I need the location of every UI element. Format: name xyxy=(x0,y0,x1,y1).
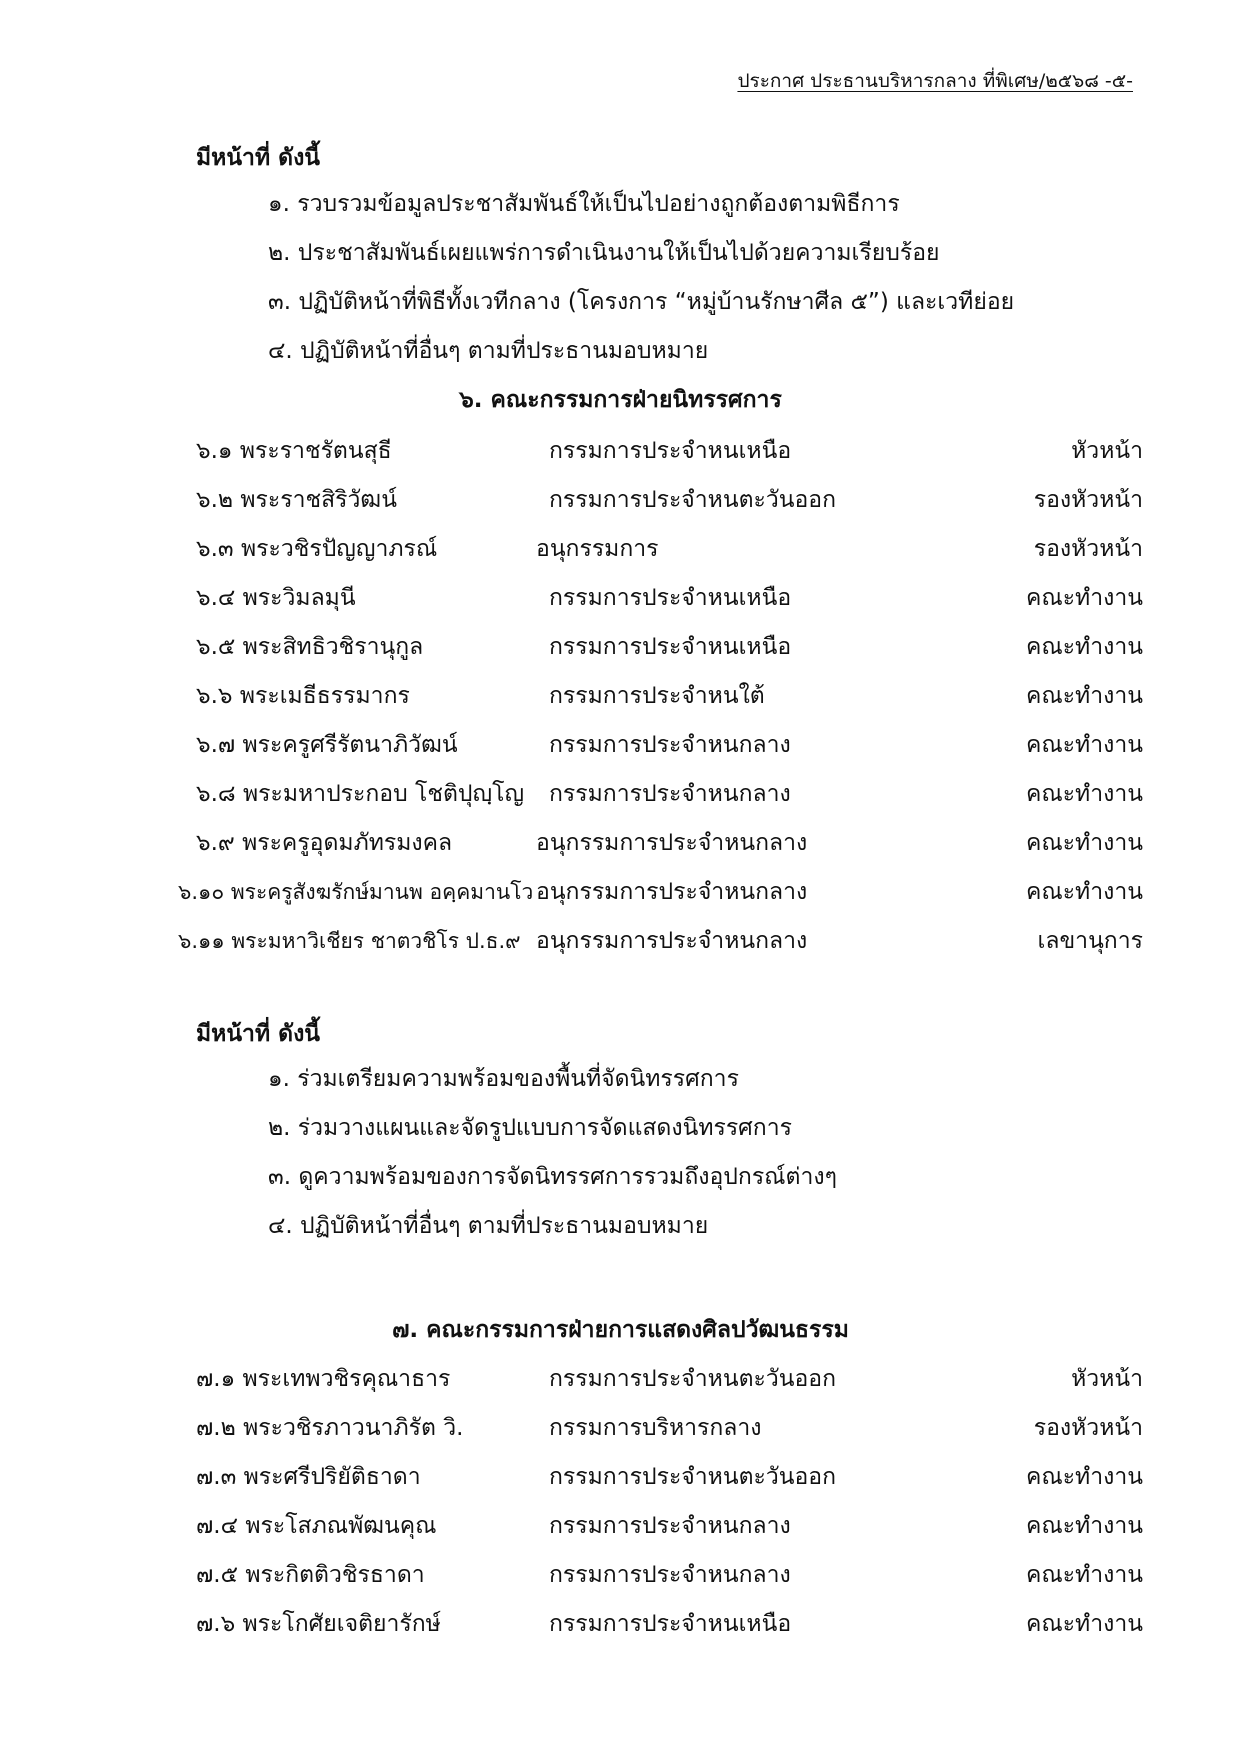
member-position: กรรมการประจำหนใต้ xyxy=(549,683,765,709)
member-position: กรรมการประจำหนกลาง xyxy=(549,732,791,758)
member-name: ๖.๑๑ พระมหาวิเชียร ชาตวชิโร ป.ธ.๙ xyxy=(178,929,521,953)
member-row xyxy=(0,1600,1241,1649)
member-row xyxy=(0,574,1241,623)
member-name: ๖.๔ พระวิมลมุนี xyxy=(196,585,356,611)
member-position: กรรมการประจำหนเหนือ xyxy=(549,634,792,660)
section-7-title: ๗. คณะกรรมการฝ่ายการแสดงศิลปวัฒนธรรม xyxy=(392,1317,849,1343)
duty-item: ๒. ประชาสัมพันธ์เผยแพร่การดำเนินงานให้เป็นไปด้วยความเรียบร้อย xyxy=(268,240,940,266)
member-position: กรรมการประจำหนเหนือ xyxy=(549,1611,792,1637)
duty-item: ๒. ร่วมวางแผนและจัดรูปแบบการจัดแสดงนิทรรศการ xyxy=(268,1115,792,1141)
member-position: กรรมการประจำหนกลาง xyxy=(549,1562,791,1588)
duty-list xyxy=(268,1055,837,1251)
member-position: อนุกรรมการประจำหนกลาง xyxy=(536,879,808,905)
duty-heading: มีหน้าที่ ดังนี้ xyxy=(196,1021,321,1047)
member-name: ๖.๖ พระเมธีธรรมากร xyxy=(196,683,410,709)
member-role: หัวหน้า xyxy=(1071,438,1143,464)
member-position: อนุกรรมการประจำหนกลาง xyxy=(536,830,808,856)
member-name: ๖.๑๐ พระครูสังฆรักษ์มานพ อคฺคมานโว xyxy=(178,880,534,904)
duty-item: ๔. ปฏิบัติหน้าที่อื่นๆ ตามที่ประธานมอบหมาย xyxy=(268,1213,709,1239)
member-name: ๗.๕ พระกิตติวชิรธาดา xyxy=(196,1562,425,1588)
member-row xyxy=(0,819,1241,868)
member-name: ๗.๑ พระเทพวชิรคุณาธาร xyxy=(196,1366,451,1392)
member-name: ๖.๘ พระมหาประกอบ โชติปุญฺโญ xyxy=(196,781,525,807)
member-name: ๖.๙ พระครูอุดมภัทรมงคล xyxy=(196,830,453,856)
member-name: ๖.๓ พระวชิรปัญญาภรณ์ xyxy=(196,536,438,562)
member-position: กรรมการประจำหนตะวันออก xyxy=(549,487,837,513)
member-position: กรรมการประจำหนตะวันออก xyxy=(549,1464,837,1490)
member-role: หัวหน้า xyxy=(1071,1366,1143,1392)
member-row xyxy=(0,770,1241,819)
member-role: รองหัวหน้า xyxy=(1033,487,1143,513)
member-row xyxy=(0,525,1241,574)
member-name: ๖.๗ พระครูศรีรัตนาภิวัฒน์ xyxy=(196,732,458,758)
member-row xyxy=(0,917,1241,966)
member-role: คณะทำงาน xyxy=(1025,585,1143,611)
duty-item: ๑. ร่วมเตรียมความพร้อมของพื้นที่จัดนิทรรศการ xyxy=(268,1066,739,1092)
member-name: ๖.๒ พระราชสิริวัฒน์ xyxy=(196,487,397,513)
member-row xyxy=(0,476,1241,525)
member-name: ๗.๓ พระศรีปริยัติธาดา xyxy=(196,1464,421,1490)
duty-item: ๓. ปฏิบัติหน้าที่พิธีทั้งเวทีกลาง (โครงการ “หมู่บ้านรักษาศีล ๕”) และเวทีย่อย xyxy=(268,289,1015,315)
duty-heading: มีหน้าที่ ดังนี้ xyxy=(196,145,321,171)
member-position: กรรมการประจำหนตะวันออก xyxy=(549,1366,837,1392)
section-6-title: ๖. คณะกรรมการฝ่ายนิทรรศการ xyxy=(459,387,782,413)
member-role: คณะทำงาน xyxy=(1025,732,1143,758)
member-name: ๗.๔ พระโสภณพัฒนคุณ xyxy=(196,1513,437,1539)
member-role: เลขานุการ xyxy=(1037,928,1143,954)
member-row xyxy=(0,868,1241,917)
member-position: กรรมการประจำหนกลาง xyxy=(549,1513,791,1539)
member-role: คณะทำงาน xyxy=(1025,1513,1143,1539)
member-row xyxy=(0,1355,1241,1404)
member-role: รองหัวหน้า xyxy=(1033,1415,1143,1441)
member-row xyxy=(0,623,1241,672)
section-7-member-list xyxy=(0,1355,1241,1649)
document-reference-header: ประกาศ ประธานบริหารกลาง ที่พิเศษ/๒๕๖๘ -๕- xyxy=(737,70,1133,92)
member-role: คณะทำงาน xyxy=(1025,781,1143,807)
member-role: คณะทำงาน xyxy=(1025,683,1143,709)
member-role: รองหัวหน้า xyxy=(1033,536,1143,562)
member-position: กรรมการประจำหนเหนือ xyxy=(549,585,792,611)
member-name: ๖.๑ พระราชรัตนสุธี xyxy=(196,438,392,464)
member-position: กรรมการประจำหนเหนือ xyxy=(549,438,792,464)
member-row xyxy=(0,427,1241,476)
duty-item: ๔. ปฏิบัติหน้าที่อื่นๆ ตามที่ประธานมอบหมาย xyxy=(268,338,709,364)
duty-list xyxy=(268,180,1014,376)
duty-item: ๓. ดูความพร้อมของการจัดนิทรรศการรวมถึงอุปกรณ์ต่างๆ xyxy=(268,1164,837,1190)
member-role: คณะทำงาน xyxy=(1025,1611,1143,1637)
member-row xyxy=(0,1404,1241,1453)
member-role: คณะทำงาน xyxy=(1025,1562,1143,1588)
member-row xyxy=(0,1502,1241,1551)
member-row xyxy=(0,1551,1241,1600)
member-name: ๗.๖ พระโกศัยเจติยารักษ์ xyxy=(196,1611,441,1637)
member-row xyxy=(0,721,1241,770)
member-name: ๗.๒ พระวชิรภาวนาภิรัต วิ. xyxy=(196,1415,464,1441)
member-position: อนุกรรมการ xyxy=(536,536,659,562)
duty-item: ๑. รวบรวมข้อมูลประชาสัมพันธ์ให้เป็นไปอย่างถูกต้องตามพิธีการ xyxy=(268,191,900,217)
member-position: กรรมการบริหารกลาง xyxy=(549,1415,762,1441)
member-role: คณะทำงาน xyxy=(1025,634,1143,660)
member-role: คณะทำงาน xyxy=(1025,1464,1143,1490)
member-name: ๖.๕ พระสิทธิวชิรานุกูล xyxy=(196,634,424,660)
section-6-member-list xyxy=(0,427,1241,966)
member-position: กรรมการประจำหนกลาง xyxy=(549,781,791,807)
member-row xyxy=(0,672,1241,721)
member-row xyxy=(0,1453,1241,1502)
member-role: คณะทำงาน xyxy=(1025,830,1143,856)
member-role: คณะทำงาน xyxy=(1025,879,1143,905)
member-position: อนุกรรมการประจำหนกลาง xyxy=(536,928,808,954)
